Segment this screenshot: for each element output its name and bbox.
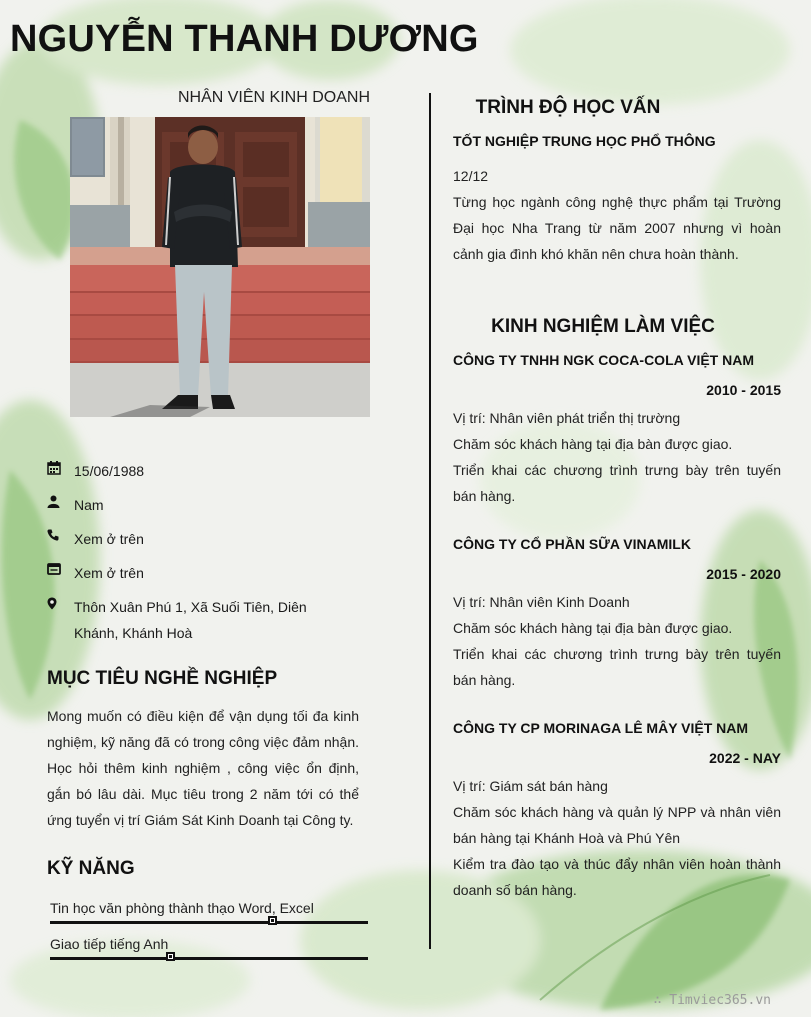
job-line: Chăm sóc khách hàng và quản lý NPP và nhân viên bán hàng tại Khánh Hoà và Phú Yên [453,804,781,846]
job-line: Kiểm tra đào tạo và thúc đẩy nhân viên hoàn thành doanh số bán hàng. [453,856,781,898]
profile-photo [70,117,370,417]
job-company: CÔNG TY CỔ PHẦN SỮA VINAMILK [453,536,691,552]
education-heading: TRÌNH ĐỘ HỌC VẤN [475,97,661,118]
phone-row [47,526,367,552]
skill-item [50,900,368,924]
skill-label: Tin học văn phòng thành thạo Word, Excel [50,900,314,916]
education-description: Từng học ngành công nghệ thực phẩm tại Trường Đại học Nha Trang từ năm 2007 nhưng vì hoàn cảnh gia đình khó khăn nên chưa hoàn thành. [453,194,781,262]
candidate-name: NGUYỄN THANH DƯƠNG [10,18,479,60]
job-line: Vị trí: Nhân viên Kinh Doanh [453,594,630,610]
job-entry [453,350,781,509]
job-company: CÔNG TY CP MORINAGA LÊ MÂY VIỆT NAM [453,720,749,736]
skills-heading: KỸ NĂNG [47,858,135,879]
job-line: Vị trí: Giám sát bán hàng [453,778,608,794]
watermark: ∴ Timviec365.vn [653,993,771,1008]
column-divider [429,93,431,949]
email-row [47,560,367,586]
experience-heading: KINH NGHIỆM LÀM VIỆC [491,316,715,337]
birthday-row [47,458,367,484]
job-entry [453,534,781,693]
skill-level-knob [166,952,175,961]
skill-level-bar [50,957,368,960]
job-line: Triển khai các chương trình trưng bày trên tuyến bán hàng. [453,646,781,688]
phone-icon [47,526,74,541]
skill-level-knob [268,916,277,925]
job-line: Chăm sóc khách hàng tại địa bàn được giao. [453,620,733,636]
address-value: Thôn Xuân Phú 1, Xã Suối Tiên, Diên Khánh, Khánh Hoà [74,599,307,641]
user-icon [47,492,74,508]
address-row [47,594,367,646]
calendar-icon [47,458,74,475]
job-period: 2022 - NAY [709,750,781,766]
job-entry [453,718,781,903]
skill-level-bar [50,921,368,924]
job-title: NHÂN VIÊN KINH DOANH [177,89,370,106]
email-icon [47,560,74,575]
education-grade: 12/12 [453,168,489,184]
job-period: 2010 - 2015 [706,382,781,398]
map-pin-icon [47,594,74,610]
objective-text: Mong muốn có điều kiện để vận dụng tối đa kinh nghiệm, kỹ năng đã có trong công việc đảm nhận. Học hỏi thêm kinh nghiệm , công việc ổn định, gắn bó lâu dài. Mục tiêu trong 2 năm tới có thể ứng tuyển vị trí Giám Sát Kinh Doanh tại Công ty. [47,708,359,828]
gender-value: Nam [74,497,104,513]
contact-info [47,458,367,654]
job-line: Triển khai các chương trình trưng bày trên tuyến bán hàng. [453,462,781,504]
gender-row [47,492,367,518]
objective-heading: MỤC TIÊU NGHỀ NGHIỆP [47,668,278,689]
job-line: Chăm sóc khách hàng tại địa bàn được giao. [453,436,733,452]
birthday-value: 15/06/1988 [74,463,145,479]
job-line: Vị trí: Nhân viên phát triển thị trường [453,410,681,426]
email-value: Xem ở trên [74,565,144,581]
skill-item [50,936,368,960]
skill-label: Giao tiếp tiếng Anh [50,936,169,952]
education-degree: TỐT NGHIỆP TRUNG HỌC PHỔ THÔNG [453,133,716,149]
job-period: 2015 - 2020 [706,566,781,582]
education-section [453,131,781,267]
job-company: CÔNG TY TNHH NGK COCA-COLA VIỆT NAM [453,352,754,368]
phone-value: Xem ở trên [74,531,144,547]
